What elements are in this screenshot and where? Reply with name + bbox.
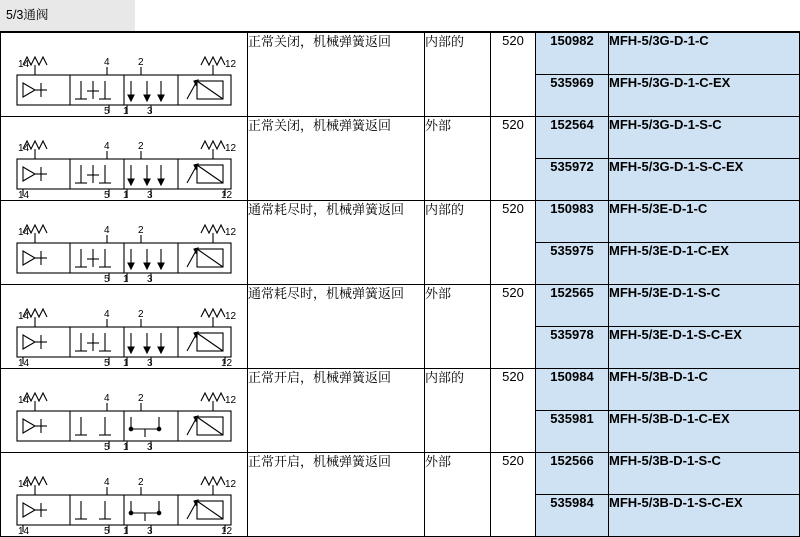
table-row xyxy=(1,201,800,243)
svg-text:1: 1 xyxy=(123,190,129,199)
part-number-cell: 535984 xyxy=(536,495,609,537)
svg-text:5: 5 xyxy=(104,190,110,199)
sheet-title-bar xyxy=(0,0,800,32)
svg-text:5: 5 xyxy=(104,358,110,367)
voltage-cell: 520 xyxy=(491,117,536,201)
type-code-cell: MFH-5/3G-D-1-C xyxy=(609,33,800,75)
svg-text:14: 14 xyxy=(18,526,30,535)
valve-symbol-cell xyxy=(1,33,248,117)
type-code-cell: MFH-5/3E-D-1-C-EX xyxy=(609,243,800,285)
voltage-cell: 520 xyxy=(491,369,536,453)
svg-text:3: 3 xyxy=(147,190,153,199)
part-number-cell: 535981 xyxy=(536,411,609,453)
svg-text:14: 14 xyxy=(18,59,30,70)
svg-text:2: 2 xyxy=(138,141,144,152)
type-code-cell: MFH-5/3B-D-1-C-EX xyxy=(609,411,800,453)
valve-symbol-diagram-icon xyxy=(1,285,247,368)
mounting-cell: 内部的 xyxy=(425,33,491,117)
svg-text:1: 1 xyxy=(123,358,129,367)
svg-text:2: 2 xyxy=(138,477,144,488)
svg-text:14: 14 xyxy=(18,479,30,490)
part-number-cell: 535972 xyxy=(536,159,609,201)
svg-text:12: 12 xyxy=(225,311,237,322)
description-cell: 正常关闭，机械弹簧返回 xyxy=(248,117,425,201)
svg-text:12: 12 xyxy=(225,479,237,490)
table-row xyxy=(1,369,800,411)
voltage-cell: 520 xyxy=(491,33,536,117)
valve-table-body xyxy=(1,33,800,537)
part-number-cell: 150983 xyxy=(536,201,609,243)
type-code-cell: MFH-5/3B-D-1-S-C xyxy=(609,453,800,495)
valve-symbol-cell xyxy=(1,285,248,369)
svg-text:4: 4 xyxy=(104,393,110,404)
svg-text:5: 5 xyxy=(104,106,110,115)
description-cell: 正常开启，机械弹簧返回 xyxy=(248,369,425,453)
svg-text:12: 12 xyxy=(221,190,233,199)
svg-text:4: 4 xyxy=(104,141,110,152)
svg-text:1: 1 xyxy=(123,442,129,451)
svg-text:3: 3 xyxy=(147,526,153,535)
part-number-cell: 535978 xyxy=(536,327,609,369)
type-code-cell: MFH-5/3E-D-1-S-C xyxy=(609,285,800,327)
valve-table xyxy=(0,32,800,537)
mounting-cell: 外部 xyxy=(425,453,491,537)
description-cell: 正常关闭，机械弹簧返回 xyxy=(248,33,425,117)
type-code-cell: MFH-5/3E-D-1-C xyxy=(609,201,800,243)
svg-text:5: 5 xyxy=(104,442,110,451)
svg-text:12: 12 xyxy=(221,526,233,535)
svg-text:14: 14 xyxy=(18,190,30,199)
svg-text:4: 4 xyxy=(104,57,110,68)
valve-symbol-diagram-icon xyxy=(1,453,247,536)
valve-symbol-diagram-icon xyxy=(1,201,247,284)
svg-text:12: 12 xyxy=(225,227,237,238)
svg-text:12: 12 xyxy=(221,358,233,367)
svg-text:14: 14 xyxy=(18,358,30,367)
svg-text:14: 14 xyxy=(18,395,30,406)
valve-symbol-cell xyxy=(1,117,248,201)
svg-text:14: 14 xyxy=(18,227,30,238)
svg-text:4: 4 xyxy=(104,477,110,488)
voltage-cell: 520 xyxy=(491,285,536,369)
valve-symbol-cell xyxy=(1,201,248,285)
svg-text:4: 4 xyxy=(104,309,110,320)
mounting-cell: 外部 xyxy=(425,285,491,369)
type-code-cell: MFH-5/3G-D-1-C-EX xyxy=(609,75,800,117)
svg-text:5: 5 xyxy=(104,274,110,283)
svg-text:2: 2 xyxy=(138,309,144,320)
part-number-cell: 535969 xyxy=(536,75,609,117)
type-code-cell: MFH-5/3G-D-1-S-C xyxy=(609,117,800,159)
table-row xyxy=(1,117,800,159)
svg-text:3: 3 xyxy=(147,442,153,451)
svg-text:14: 14 xyxy=(18,143,30,154)
svg-text:4: 4 xyxy=(104,225,110,236)
svg-text:1: 1 xyxy=(123,106,129,115)
svg-text:2: 2 xyxy=(138,57,144,68)
description-cell: 通常耗尽时，机械弹簧返回 xyxy=(248,201,425,285)
svg-text:1: 1 xyxy=(123,274,129,283)
description-cell: 正常开启，机械弹簧返回 xyxy=(248,453,425,537)
table-row xyxy=(1,33,800,75)
valve-symbol-diagram-icon xyxy=(1,369,247,452)
part-number-cell: 152565 xyxy=(536,285,609,327)
part-number-cell: 150984 xyxy=(536,369,609,411)
svg-text:3: 3 xyxy=(147,274,153,283)
part-number-cell: 535975 xyxy=(536,243,609,285)
svg-text:2: 2 xyxy=(138,393,144,404)
table-row xyxy=(1,453,800,495)
part-number-cell: 152564 xyxy=(536,117,609,159)
part-number-cell: 150982 xyxy=(536,33,609,75)
svg-text:12: 12 xyxy=(225,395,237,406)
svg-text:12: 12 xyxy=(225,143,237,154)
svg-text:12: 12 xyxy=(225,59,237,70)
type-code-cell: MFH-5/3B-D-1-S-C-EX xyxy=(609,495,800,537)
mounting-cell: 内部的 xyxy=(425,201,491,285)
type-code-cell: MFH-5/3G-D-1-S-C-EX xyxy=(609,159,800,201)
svg-text:2: 2 xyxy=(138,225,144,236)
description-cell: 通常耗尽时，机械弹簧返回 xyxy=(248,285,425,369)
voltage-cell: 520 xyxy=(491,201,536,285)
svg-text:1: 1 xyxy=(123,526,129,535)
type-code-cell: MFH-5/3B-D-1-C xyxy=(609,369,800,411)
valve-symbol-diagram-icon xyxy=(1,117,247,200)
voltage-cell: 520 xyxy=(491,453,536,537)
svg-text:3: 3 xyxy=(147,358,153,367)
mounting-cell: 内部的 xyxy=(425,369,491,453)
part-number-cell: 152566 xyxy=(536,453,609,495)
mounting-cell: 外部 xyxy=(425,117,491,201)
svg-text:5: 5 xyxy=(104,526,110,535)
svg-text:14: 14 xyxy=(18,311,30,322)
svg-text:3: 3 xyxy=(147,106,153,115)
valve-symbol-cell xyxy=(1,453,248,537)
valve-symbol-diagram-icon xyxy=(1,33,247,116)
table-row xyxy=(1,285,800,327)
page-title: 5/3通阀 xyxy=(6,8,49,22)
type-code-cell: MFH-5/3E-D-1-S-C-EX xyxy=(609,327,800,369)
valve-symbol-cell xyxy=(1,369,248,453)
